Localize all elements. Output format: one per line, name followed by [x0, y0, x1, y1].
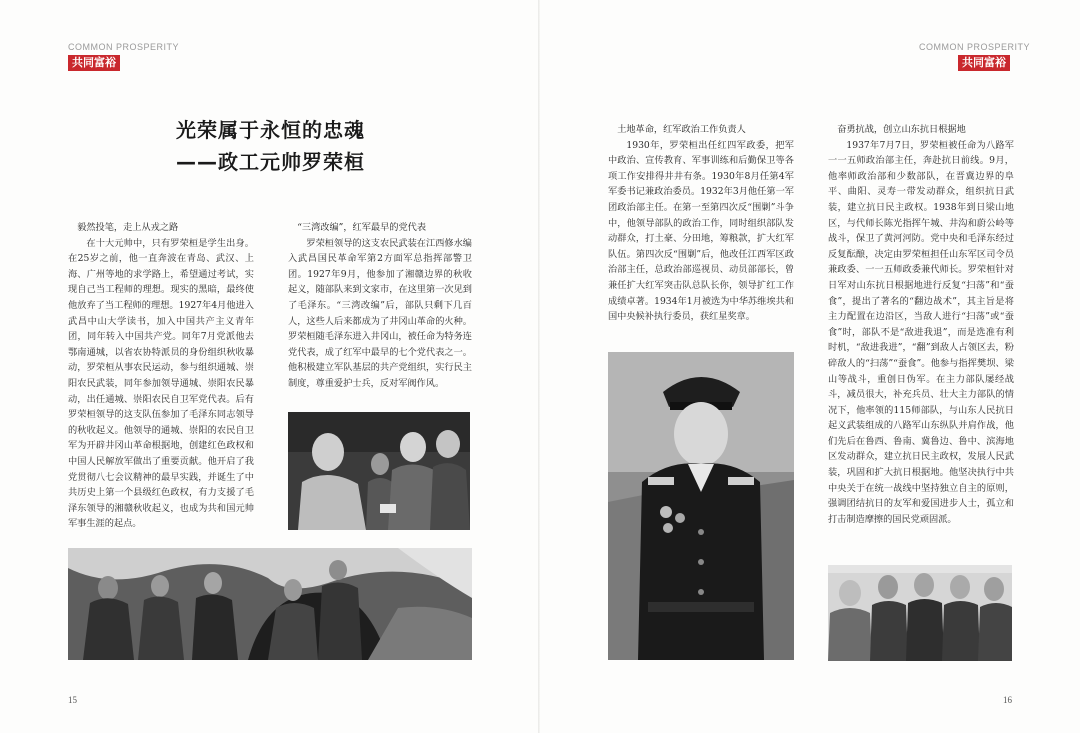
section-subtitle: 土地革命，红军政治工作负责人 — [617, 124, 746, 135]
brand-chinese-right: 共同富裕 — [958, 55, 1010, 71]
section-subtitle: 毅然投笔，走上从戎之路 — [77, 222, 179, 233]
photo-group-officers — [828, 565, 1012, 661]
section-body: 1937年7月7日，罗荣桓被任命为八路军一一五师政治部主任，奔赴抗日前线。9月，他率师政治部和少数部队，在晋冀边界的阜平、曲阳、灵寿一带发动群众，组织抗日武装，建立抗日民主政权。1938年到日梁山地区，与代师长陈光指挥午城、井沟和蔚公岭等战斗，保卫了黄河河防。党中央和毛泽东经过反复酝酿，决定由罗荣桓担任山东军区司令员兼政委、一一五师政委兼代师长。罗荣桓针对日军对山东抗日根据地进行反复“扫荡”和“蚕食”，提出了著名的“翻边战术”，其主旨是将主力配置在边沿区，当敌人进行“扫荡”或“蚕食”时，部队不是“敌进我退”，而是选准有利时机，“敌进我进”，“翻”到敌人占领区去，粉碎敌人的“扫荡”“蚕食”。他参与指挥樊坝、梁山等战斗，重创日伪军。在主力部队屡经战斗，减员很大，补充兵员、壮大主力部队的情况下，他率领的115师部队，与山东人民抗日起义武装组成的八路军山东纵队并肩作战，他们先后在鲁西、鲁南、冀鲁边、鲁中、滨海地区发动群众，建立抗日民主政权，发展人民武装，巩固和扩大抗日根据地。他坚决执行中共中央关于在统一战线中坚持独立自主的原则，强调团结抗日的友军和爱国进步人士，孤立和打击制造摩擦的国民党顽固派。 — [828, 139, 1014, 525]
section-subtitle: “三湾改编”，红军最早的党代表 — [297, 222, 427, 233]
section-body: 罗荣桓领导的这支农民武装在江西修水编入武昌国民革命军第2方面军总指挥部警卫团。1927年9月，他参加了湘赣边界的秋收起义，随部队来到文家市，在这里第一次见到了毛泽东。“三湾改编”后，部队只剩下几百人，这些人后来都成为了井冈山革命的火种。罗荣桓随毛泽东进入井冈山，被任命为特务连党代表，成了红军中最早的七个党代表之一。他积极建立军队基层的共产党组织，实行民主制度，尊重爱护士兵，反对军阀作风。 — [288, 237, 472, 389]
photo-handshake — [288, 412, 470, 530]
right-column-1 — [608, 122, 794, 342]
brand-english-right: COMMON PROSPERITY — [919, 42, 1031, 52]
page-number-right: 16 — [1003, 695, 1012, 705]
photo-soldiers-cave — [68, 548, 472, 660]
photo-portrait-marshal — [608, 352, 794, 660]
brand-english-left: COMMON PROSPERITY — [68, 42, 180, 52]
left-column-1 — [68, 220, 254, 542]
article-title-line1: 光荣属于永恒的忠魂 — [176, 118, 365, 142]
brand-chinese-left: 共同富裕 — [68, 55, 120, 71]
article-title-line2: ——政工元帅罗荣桓 — [176, 150, 365, 174]
right-column-2 — [828, 122, 1014, 550]
section-subtitle: 奋勇抗战，创立山东抗日根据地 — [837, 124, 966, 135]
section-body: 在十大元帅中，只有罗荣桓是学生出身。在25岁之前，他一直奔波在青岛、武汉、上海、广州等地的求学路上，希望通过考试，实现自己当工程师的理想。现实的黑暗，最终使他放弃了当工程师的理想。1927年4月他进入武昌中山大学读书，加入中国共产主义青年团，同年转入中国共产党。同年7月党派他去鄂南通城，以省农协特派员的身份组织秋收暴动，罗荣桓从事农民运动，参与组织通城、崇阳农民武装，同年参加领导通城、崇阳农民暴动，出任通城、崇阳农民自卫军党代表。后有罗荣桓领导的这支队伍参加了毛泽东同志领导的秋收起义。他领导的通城、崇阳的农民自卫军为开辟井冈山革命根据地，创建红色政权和中国人民解放军做出了重要贡献。他开启了我党贯彻八七会议精神的最早实践，并诞生了中共历史上第一个县级红色政权，有力支援了毛泽东领导的湘赣秋收起义，也成为共和国元帅军事生涯的起点。 — [68, 237, 254, 530]
left-column-2 — [288, 220, 472, 410]
section-body: 1930年，罗荣桓出任红四军政委，把军中政治、宣传教育、军事训练和后勤保卫等各项工作安排得井井有条。1930年8月任第4军军委书记兼政治委员。1932年3月他任第一军团政治部主任。在第一至第四次反“围剿”斗争中，他领导部队的政治工作，同时组织部队发动群众，打土豪、分田地，筹粮款，扩大红军队伍。第四次反“围剿”后，他改任江西军区政治部主任，总政治部巡视员、动员部部长，曾兼任扩大红军突击队总队长你，领导扩红工作成绩卓著。1934年1月被选为中华苏维埃共和国中央候补执行委员，获红星奖章。 — [608, 139, 794, 323]
page-number-left: 15 — [68, 695, 77, 705]
right-page — [540, 0, 1080, 733]
